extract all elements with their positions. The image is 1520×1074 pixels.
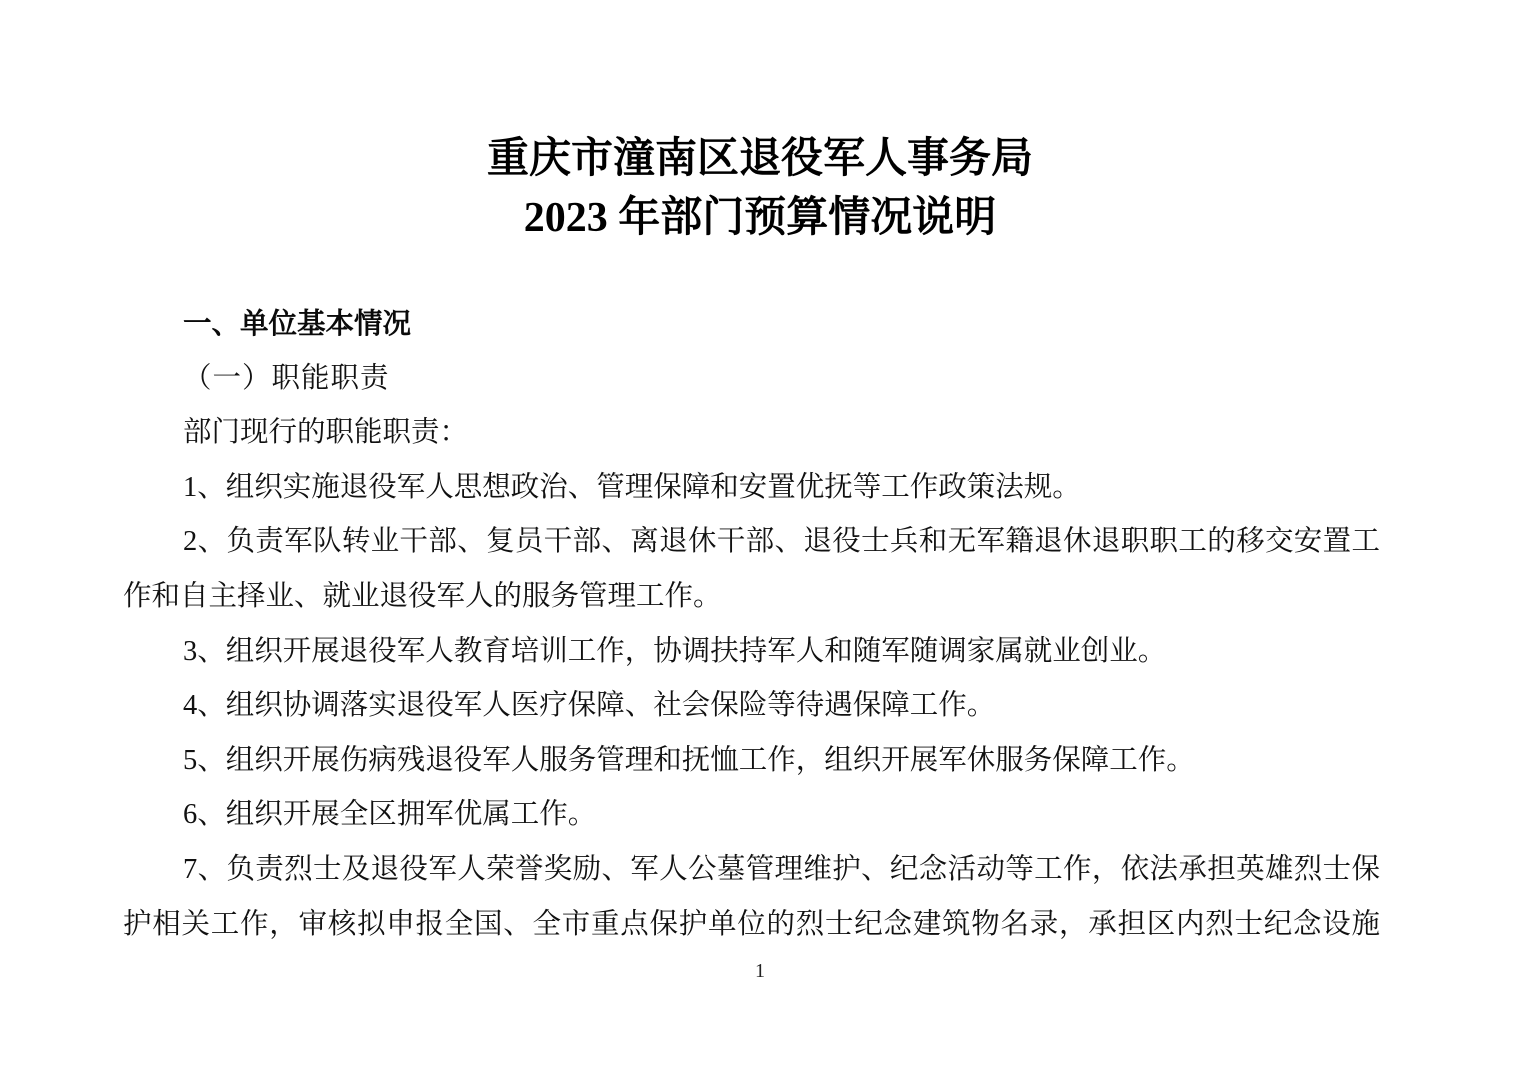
text-line: 作和自主择业、就业退役军人的服务管理工作。 — [123, 580, 722, 612]
para-item-3 — [123, 625, 1380, 680]
para-item-2 — [123, 515, 1380, 624]
para-item-7 — [123, 843, 1380, 952]
document-title-line-1: 重庆市潼南区退役军人事务局 — [486, 136, 1033, 182]
text-line: 1、组织实施退役军人思想政治、管理保障和安置优抚等工作政策法规。 — [183, 471, 1081, 503]
document-title-line-2: 2023 年部门预算情况说明 — [523, 195, 997, 241]
text-line: 6、组织开展全区拥军优属工作。 — [183, 799, 597, 831]
para-item-4 — [123, 679, 1380, 734]
text-line: 5、组织开展伤病残退役军人服务管理和抚恤工作，组织开展军休服务保障工作。 — [183, 744, 1195, 776]
section-heading: 一、单位基本情况 — [183, 308, 412, 340]
page-number: 1 — [755, 960, 765, 982]
lead-in-text: 部门现行的职能职责： — [183, 417, 469, 449]
page-footer — [0, 958, 1520, 984]
subsection-heading: （一）职能职责 — [183, 362, 390, 394]
para-item-1 — [123, 461, 1380, 516]
text-line: 7、负责烈士及退役军人荣誉奖励、军人公墓管理维护、纪念活动等工作，依法承担英雄烈士保 — [183, 853, 1380, 885]
text-line: 3、组织开展退役军人教育培训工作，协调扶持军人和随军随调家属就业创业。 — [183, 635, 1167, 667]
para-item-5 — [123, 734, 1380, 789]
para-item-6 — [123, 788, 1380, 843]
text-line: 2、负责军队转业干部、复员干部、离退休干部、退役士兵和无军籍退休退职职工的移交安置工 — [183, 526, 1380, 558]
text-line: 4、组织协调落实退役军人医疗保障、社会保险等待遇保障工作。 — [183, 690, 996, 722]
document-title — [0, 130, 1520, 248]
text-line: 护相关工作，审核拟申报全国、全市重点保护单位的烈士纪念建筑物名录，承担区内烈士纪念设施 — [123, 908, 1380, 940]
document-body — [123, 297, 1380, 952]
